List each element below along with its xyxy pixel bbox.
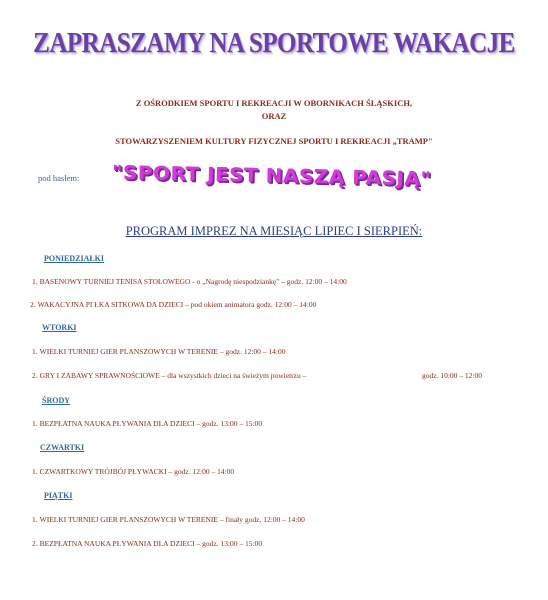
day-heading-tuesday: WTORKI xyxy=(42,323,77,332)
item-text: GRY I ZABAWY SPRAWNOŚCIOWE – dla wszystkich dzieci na świeżym powietrzu – xyxy=(39,371,307,380)
item-text: WIELKI TURNIEJ GIER PLANSZOWYCH W TERENIE – finały godz. 12:00 – 14:00 xyxy=(39,515,305,524)
program-heading: PROGRAM IMPREZ NA MIESIĄC LIPIEC I SIERPIEŃ: xyxy=(125,224,423,238)
item-text: BEZPŁATNA NAUKA PŁYWANIA DLA DZIECI – godz. 13:00 – 15:00 xyxy=(39,539,263,548)
schedule-item xyxy=(32,515,305,524)
schedule-item xyxy=(32,347,286,356)
schedule-item xyxy=(32,371,482,380)
item-number: 2. xyxy=(32,539,38,548)
schedule-item xyxy=(32,539,262,548)
item-number: 1. xyxy=(32,419,38,428)
page-title: ZAPRASZAMY NA SPORTOWE WAKACJE xyxy=(33,27,515,59)
item-text: WAKACYJNA PI ŁKA SITKOWA DA DZIECI – pod okiem animatora godz. 12:00 – 14:00 xyxy=(37,300,317,309)
item-text: BEZPŁATNA NAUKA PŁYWANIA DLA DZIECI – godz. 13:00 – 15:00 xyxy=(39,419,263,428)
item-time: godz. 10:00 – 12:00 xyxy=(422,371,482,380)
day-heading-thursday: CZWARTKI xyxy=(40,443,85,452)
item-text: BASENOWY TURNIEJ TENISA STOŁOWEGO - o „Nagrodę niespodziankę" – godz. 12:00 – 14:00 xyxy=(39,277,347,286)
schedule-item xyxy=(32,277,347,286)
item-number: 2. xyxy=(32,371,38,380)
schedule-item xyxy=(32,467,234,476)
item-number: 1. xyxy=(32,515,38,524)
day-heading-friday: PIĄTKI xyxy=(44,491,73,500)
item-number: 2. xyxy=(30,300,36,309)
item-text: CZWARTKOWY TRÓJBÓJ PŁYWACKI – godz. 12:00 – 14:00 xyxy=(39,467,235,476)
subtitle-organizer: Z OŚRODKIEM SPORTU I REKREACJI W OBORNIKACH ŚLĄSKICH, xyxy=(135,98,413,108)
item-number: 1. xyxy=(32,467,38,476)
motto-row xyxy=(0,160,548,190)
motto-wordart: "SPORT JEST NASZĄ PASJĄ" xyxy=(111,160,432,191)
subtitle-association: STOWARZYSZENIEM KULTURY FIZYCZNEJ SPORTU I REKREACJI „TRAMP" xyxy=(115,136,433,146)
schedule-item xyxy=(32,419,262,428)
motto-prefix: pod hasłem: xyxy=(38,173,80,183)
day-heading-monday: PONIEDZIAŁKI xyxy=(44,254,105,263)
item-text: WIELKI TURNIEJ GIER PLANSZOWYCH W TERENIE – godz. 12:00 – 14:00 xyxy=(39,347,286,356)
schedule-item xyxy=(30,300,316,309)
item-number: 1. xyxy=(32,277,38,286)
day-heading-wednesday: ŚRODY xyxy=(42,396,71,405)
item-number: 1. xyxy=(32,347,38,356)
subtitle-and: ORAZ xyxy=(261,111,287,121)
